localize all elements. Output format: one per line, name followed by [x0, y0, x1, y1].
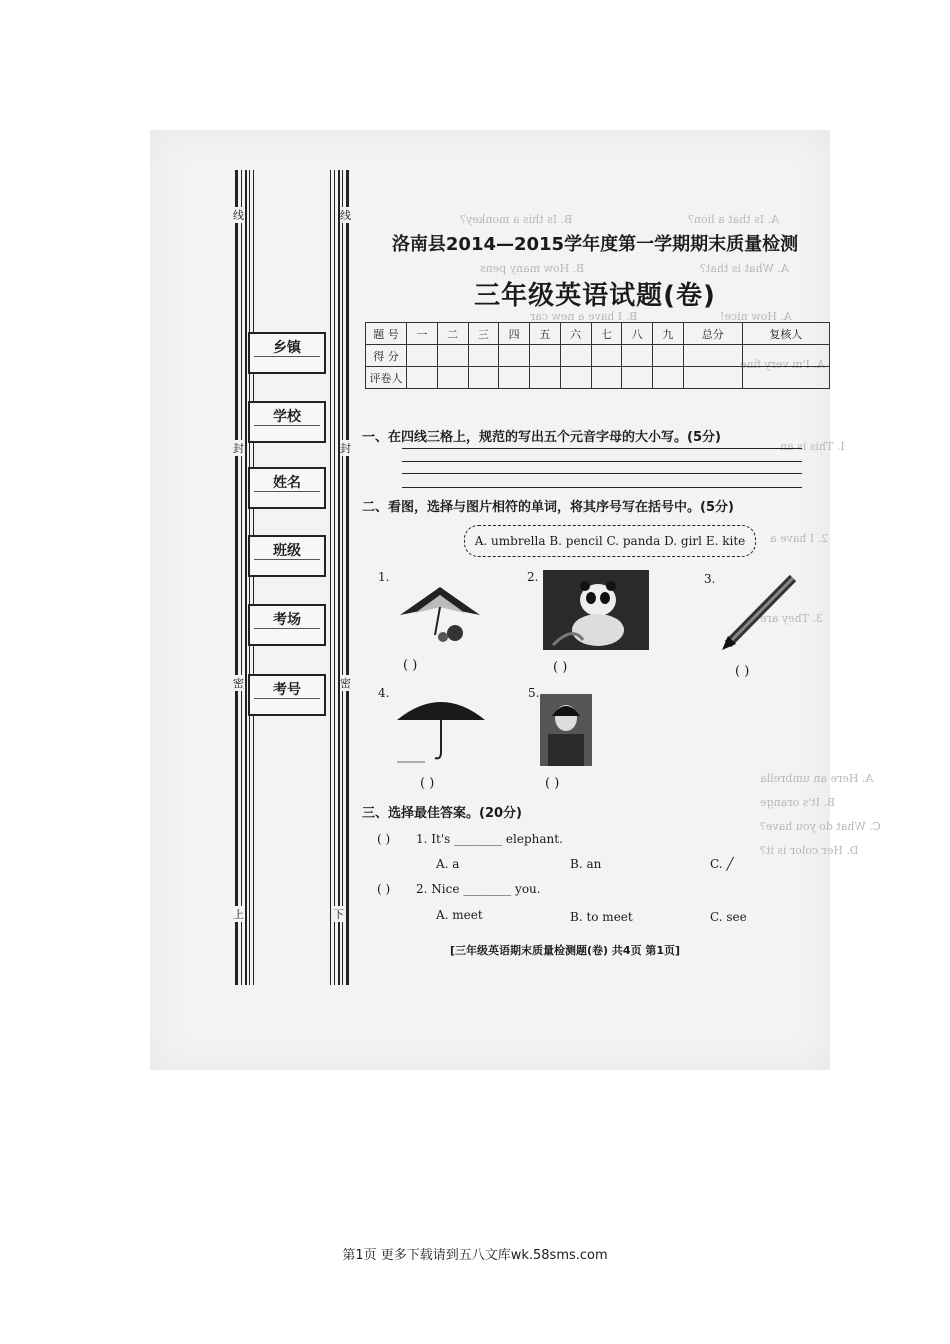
- exam-page-footer: [三年级英语期末质量检测题(卷) 共4页 第1页]: [450, 944, 681, 957]
- exam-title: 洛南县2014—2015学年度第一学期期末质量检测: [391, 234, 799, 255]
- table-row: [366, 345, 830, 367]
- score-cell[interactable]: [622, 345, 653, 367]
- ghost-text: B. It's orange: [760, 796, 836, 809]
- option-a[interactable]: A. meet: [436, 908, 483, 922]
- panda-image: [543, 570, 649, 650]
- score-cell[interactable]: [591, 345, 622, 367]
- section3-title: 三、选择最佳答案。(20分): [362, 806, 522, 821]
- grader-cell[interactable]: [560, 367, 591, 389]
- ghost-text: B. Is this a monkey?: [460, 213, 573, 226]
- option-b[interactable]: B. to meet: [570, 910, 633, 924]
- table-cell: 七: [591, 323, 622, 345]
- grader-cell[interactable]: [622, 367, 653, 389]
- table-cell: 得 分: [366, 345, 407, 367]
- ghost-text: 2. I have a: [770, 532, 829, 545]
- table-cell: 三: [468, 323, 499, 345]
- table-cell: 总分: [683, 323, 742, 345]
- grader-cell[interactable]: [530, 367, 561, 389]
- ghost-text: I. This is an: [780, 440, 845, 453]
- ghost-text: A. I'm very fine: [740, 358, 825, 371]
- answer-paren[interactable]: ( ): [420, 776, 435, 791]
- table-cell: 五: [530, 323, 561, 345]
- field-township[interactable]: [248, 332, 326, 374]
- question-stem: 1. It's ________ elephant.: [416, 832, 563, 846]
- ghost-text: 3. They are: [760, 612, 823, 625]
- ghost-text: B. How many pens: [480, 262, 585, 275]
- picture-number: 3.: [704, 572, 716, 586]
- table-cell: 九: [653, 323, 684, 345]
- field-label: 考场: [273, 612, 301, 628]
- score-cell[interactable]: [437, 345, 468, 367]
- grader-cell[interactable]: [468, 367, 499, 389]
- grader-cell[interactable]: [653, 367, 684, 389]
- kite-image: [395, 585, 490, 650]
- answer-paren[interactable]: ( ): [735, 664, 750, 679]
- table-cell: 四: [499, 323, 530, 345]
- binding-mark: 下: [333, 908, 344, 921]
- field-label: 考号: [273, 682, 301, 698]
- answer-paren[interactable]: ( ): [553, 660, 568, 675]
- answer-paren[interactable]: ( ): [403, 658, 418, 673]
- field-label: 学校: [273, 409, 301, 425]
- field-class[interactable]: [248, 535, 326, 577]
- score-cell[interactable]: [530, 345, 561, 367]
- score-cell[interactable]: [742, 345, 829, 367]
- score-cell[interactable]: [468, 345, 499, 367]
- ghost-text: C. What do you have?: [760, 820, 881, 833]
- page-footer: 第1页 更多下载请到五八文库wk.58sms.com: [342, 1248, 608, 1263]
- question-stem: 2. Nice ________ you.: [416, 882, 541, 896]
- ghost-text: B. I have a new car: [530, 310, 638, 323]
- binding-mark: 线: [233, 209, 244, 222]
- table-cell: 一: [407, 323, 438, 345]
- score-cell[interactable]: [499, 345, 530, 367]
- table-cell: 八: [622, 323, 653, 345]
- score-cell[interactable]: [407, 345, 438, 367]
- score-table: [365, 322, 830, 389]
- field-exam-number[interactable]: [248, 674, 326, 716]
- answer-paren[interactable]: ( ): [545, 776, 560, 791]
- grader-cell[interactable]: [742, 367, 829, 389]
- field-label: 乡镇: [273, 340, 301, 356]
- exam-subtitle: 三年级英语试题(卷): [474, 281, 716, 311]
- grader-cell[interactable]: [591, 367, 622, 389]
- grader-cell[interactable]: [407, 367, 438, 389]
- option-b[interactable]: B. an: [570, 857, 602, 871]
- option-a[interactable]: A. a: [436, 857, 460, 871]
- binding-mark: 线: [340, 209, 351, 222]
- umbrella-image: [395, 692, 487, 767]
- word-options-box: A. umbrella B. pencil C. panda D. girl E. kite: [464, 525, 756, 557]
- score-cell[interactable]: [560, 345, 591, 367]
- option-c[interactable]: C. ╱: [710, 857, 734, 871]
- table-cell: 题 号: [366, 323, 407, 345]
- field-label: 班级: [273, 543, 301, 559]
- table-cell: 二: [437, 323, 468, 345]
- binding-mark: 上: [233, 908, 244, 921]
- four-line-writing-area[interactable]: [402, 448, 802, 488]
- table-row: [366, 367, 830, 389]
- picture-number: 2.: [527, 570, 539, 584]
- pencil-image: [718, 572, 800, 652]
- ghost-text: A. What is that?: [700, 262, 789, 275]
- binding-margin: [235, 170, 350, 985]
- grader-cell[interactable]: [437, 367, 468, 389]
- picture-number: 4.: [378, 686, 390, 700]
- field-school[interactable]: [248, 401, 326, 443]
- answer-paren[interactable]: ( ): [377, 882, 391, 896]
- field-label: 姓名: [273, 475, 301, 491]
- grader-cell[interactable]: [499, 367, 530, 389]
- binding-mark: 密: [340, 677, 351, 690]
- picture-number: 5.: [528, 686, 540, 700]
- binding-mark: 密: [233, 677, 244, 690]
- table-row: [366, 323, 830, 345]
- binding-mark: 封: [233, 442, 244, 455]
- table-cell: 六: [560, 323, 591, 345]
- score-cell[interactable]: [683, 345, 742, 367]
- answer-paren[interactable]: ( ): [377, 832, 391, 846]
- field-exam-room[interactable]: [248, 604, 326, 646]
- section1-title: 一、在四线三格上，规范的写出五个元音字母的大小写。(5分): [362, 430, 721, 445]
- girl-image: [540, 694, 592, 766]
- field-name[interactable]: [248, 467, 326, 509]
- ghost-text: A. How nice!: [720, 310, 792, 323]
- ghost-text: D. Her color is it?: [760, 844, 859, 857]
- option-c[interactable]: C. see: [710, 910, 747, 924]
- section2-title: 二、看图，选择与图片相符的单词，将其序号写在括号中。(5分): [362, 500, 734, 515]
- score-cell[interactable]: [653, 345, 684, 367]
- ghost-text: A. Here an umbrella: [760, 772, 874, 785]
- ghost-text: A. Is that a lion?: [688, 213, 780, 226]
- table-cell: 复核人: [742, 323, 829, 345]
- binding-mark: 封: [340, 442, 351, 455]
- table-cell: 评卷人: [366, 367, 407, 389]
- grader-cell[interactable]: [683, 367, 742, 389]
- picture-number: 1.: [378, 570, 390, 584]
